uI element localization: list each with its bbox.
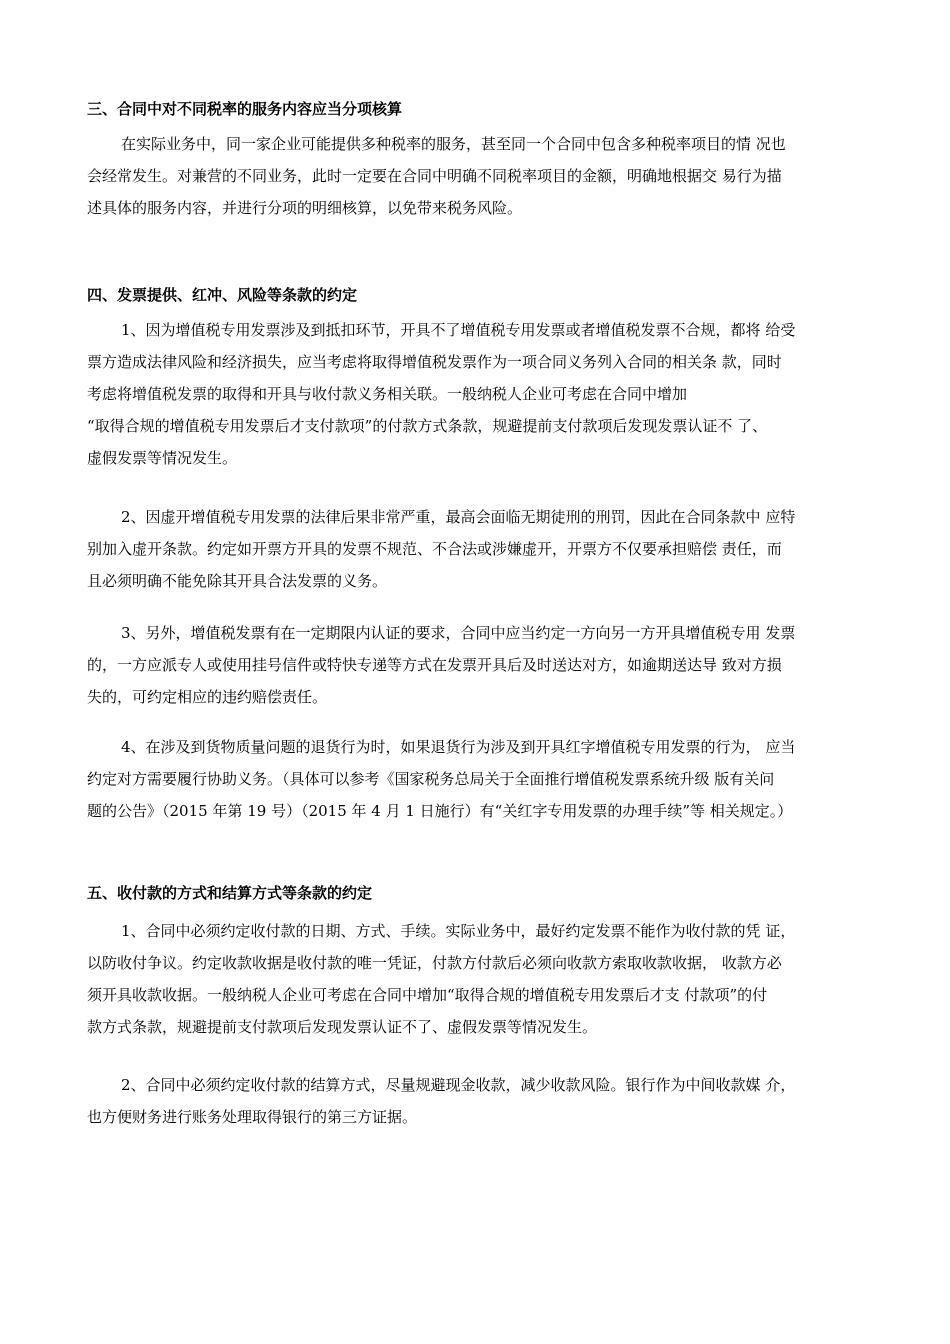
text-line: 虚假发票等情况发生。 — [87, 449, 238, 467]
text-line: 约定对方需要履行协助义务。（具体可以参考《国家税务总局关于全面推行增值税发票系统升级 版有关问 — [87, 770, 775, 788]
text-line: 票方造成法律风险和经济损失，应当考虑将取得增值税发票作为一项合同义务列入合同的相关条 款，同时 — [87, 353, 782, 371]
section-heading-3: 三、合同中对不同税率的服务内容应当分项核算 — [87, 100, 403, 118]
text-line: 在实际业务中，同一家企业可能提供多种税率的服务，甚至同一个合同中包含多种税率项目的情 况也 — [121, 135, 786, 153]
text-line: 也方便财务进行账务处理取得银行的第三方证据。 — [87, 1108, 418, 1126]
text-line: 的，一方应派专人或使用挂号信件或特快专递等方式在发票开具后及时送达对方，如逾期送达导 致对方损 — [87, 656, 782, 674]
text-line: 1、合同中必须约定收付款的日期、方式、手续。实际业务中，最好约定发票不能作为收付款的凭 证， — [121, 922, 796, 940]
paragraph — [87, 731, 887, 827]
text-line: “取得合规的增值税专用发票后才支付款项”的付款方式条款，规避提前支付款项后发现发票认证不 了、 — [87, 417, 768, 435]
text-line: 别加入虚开条款。约定如开票方开具的发票不规范、不合法或涉嫌虚开，开票方不仅要承担赔偿 责任，而 — [87, 540, 782, 558]
text-line: 以防收付争议。约定收款收据是收付款的唯一凭证，付款方付款后必须向收款方索取收款收据， 收款方必 — [87, 954, 782, 972]
text-line: 考虑将增值税发票的取得和开具与收付款义务相关联。一般纳税人企业可考虑在合同中增加 — [87, 385, 688, 403]
text-line: 且必须明确不能免除其开具合法发票的义务。 — [87, 572, 388, 590]
paragraph — [87, 915, 887, 1043]
paragraph — [87, 128, 887, 224]
text-line: 会经常发生。对兼营的不同业务，此时一定要在合同中明确不同税率项目的金额，明确地根据交 易行为描 — [87, 167, 782, 185]
section-heading-5: 五、收付款的方式和结算方式等条款的约定 — [87, 884, 373, 902]
text-line: 3、另外，增值税发票有在一定期限内认证的要求，合同中应当约定一方向另一方开具增值税专用 发票 — [121, 624, 796, 642]
paragraph — [87, 314, 887, 474]
text-line: 1、因为增值税专用发票涉及到抵扣环节，开具不了增值税专用发票或者增值税发票不合规，都将 给受 — [121, 321, 796, 339]
text-line: 述具体的服务内容，并进行分项的明细核算，以免带来税务风险。 — [87, 199, 523, 217]
text-line: 款方式条款，规避提前支付款项后发现发票认证不了、虚假发票等情况发生。 — [87, 1018, 598, 1036]
text-line: 失的，可约定相应的违约赔偿责任。 — [87, 688, 328, 706]
section-heading-4: 四、发票提供、红冲、风险等条款的约定 — [87, 286, 358, 304]
text-line: 4、在涉及到货物质量问题的退货行为时，如果退货行为涉及到开具红字增值税专用发票的行为， 应当 — [121, 738, 796, 756]
text-line: 题的公告》（2015 年第 19 号）（2015 年 4 月 1 日施行）有“关红字专用发票的办理手续”等 相关规定。） — [87, 802, 793, 820]
paragraph — [87, 1069, 887, 1133]
text-line: 2、因虚开增值税专用发票的法律后果非常严重，最高会面临无期徒刑的刑罚，因此在合同条款中 应特 — [121, 508, 796, 526]
text-line: 须开具收款收据。一般纳税人企业可考虑在合同中增加“取得合规的增值税专用发票后才支 付款项”的付 — [87, 986, 768, 1004]
text-line: 2、合同中必须约定收付款的结算方式，尽量规避现金收款，减少收款风险。银行作为中间收款媒 介， — [121, 1076, 796, 1094]
paragraph — [87, 501, 887, 597]
paragraph — [87, 617, 887, 713]
